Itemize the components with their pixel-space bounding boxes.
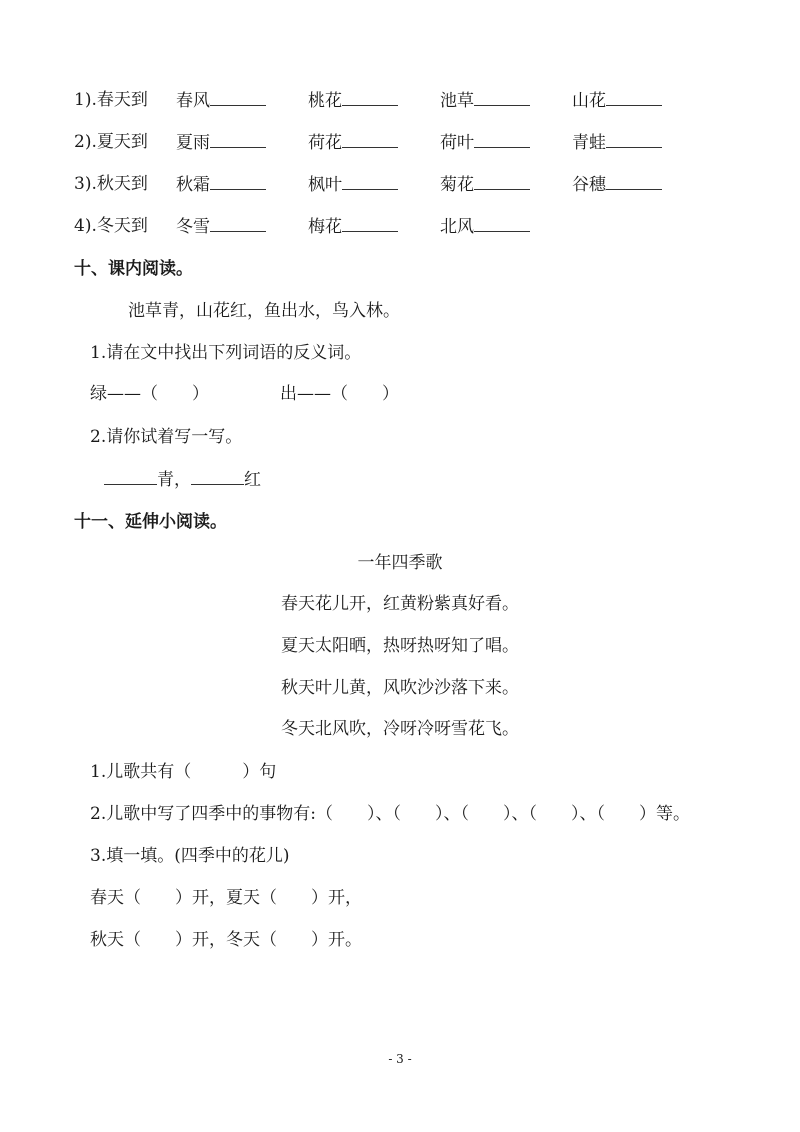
vocab-word: 桃花 [308,89,398,112]
answer-blank[interactable] [191,468,244,485]
vocab-word: 菊花 [440,173,530,196]
answer-blank[interactable] [210,89,266,106]
poem-line: 夏天太阳晒，热呀热呀知了唱。 [281,636,519,656]
fill-phrase: 青， 红 [104,468,261,491]
vocab-word: 谷穗 [572,173,662,196]
question-prompt: 1.请在文中找出下列词语的反义词。 [90,343,362,363]
vocab-word: 荷花 [308,131,398,154]
vocab-row-label: 2).夏天到 [74,132,148,152]
vocab-row-label: 4).冬天到 [74,216,148,236]
answer-blank[interactable] [474,131,530,148]
answer-blank[interactable] [104,468,157,485]
vocab-word: 池草 [440,89,530,112]
answer-blank[interactable] [606,173,662,190]
answer-blank[interactable] [342,215,398,232]
answer-blank[interactable] [342,89,398,106]
answer-blank[interactable] [342,173,398,190]
vocab-word: 春风 [176,89,266,112]
question-line-count[interactable]: 1.儿歌共有（ ）句 [90,762,277,782]
answer-blank[interactable] [606,89,662,106]
vocab-word: 枫叶 [308,173,398,196]
answer-blank[interactable] [210,173,266,190]
page-number: - 3 - [388,1052,412,1066]
poem-title: 一年四季歌 [357,553,443,573]
poem-line: 冬天北风吹，冷呀冷呀雪花飞。 [281,719,519,739]
antonym-pair[interactable]: 绿——（ ） [90,384,209,404]
vocab-word: 夏雨 [176,131,266,154]
passage-text: 池草青，山花红，鱼出水，鸟入林。 [128,301,400,321]
vocab-row-label: 3).秋天到 [74,174,148,194]
vocab-row-label: 1).春天到 [74,90,148,110]
answer-blank[interactable] [210,215,266,232]
vocab-word: 青蛙 [572,131,662,154]
antonym-pair[interactable]: 出——（ ） [280,384,399,404]
flower-fill-line[interactable]: 秋天（ ）开，冬天（ ）开。 [90,930,362,950]
answer-blank[interactable] [474,173,530,190]
answer-blank[interactable] [474,215,530,232]
answer-blank[interactable] [210,131,266,148]
section-11-title: 十一、延伸小阅读。 [74,512,227,532]
answer-blank[interactable] [474,89,530,106]
answer-blank[interactable] [342,131,398,148]
vocab-word: 荷叶 [440,131,530,154]
flower-fill-line[interactable]: 春天（ ）开，夏天（ ）开， [90,888,362,908]
question-things[interactable]: 2.儿歌中写了四季中的事物有:（ ）、（ ）、（ ）、（ ）、（ ）等。 [90,804,690,824]
vocab-word: 北风 [440,215,530,238]
vocab-word: 梅花 [308,215,398,238]
vocab-word: 冬雪 [176,215,266,238]
question-prompt: 2.请你试着写一写。 [90,427,243,447]
vocab-word: 山花 [572,89,662,112]
poem-line: 春天花儿开，红黄粉紫真好看。 [281,594,519,614]
answer-blank[interactable] [606,131,662,148]
vocab-word: 秋霜 [176,173,266,196]
poem-line: 秋天叶儿黄，风吹沙沙落下来。 [281,678,519,698]
question-prompt: 3.填一填。(四季中的花儿) [90,846,290,866]
section-10-title: 十、课内阅读。 [74,259,193,279]
